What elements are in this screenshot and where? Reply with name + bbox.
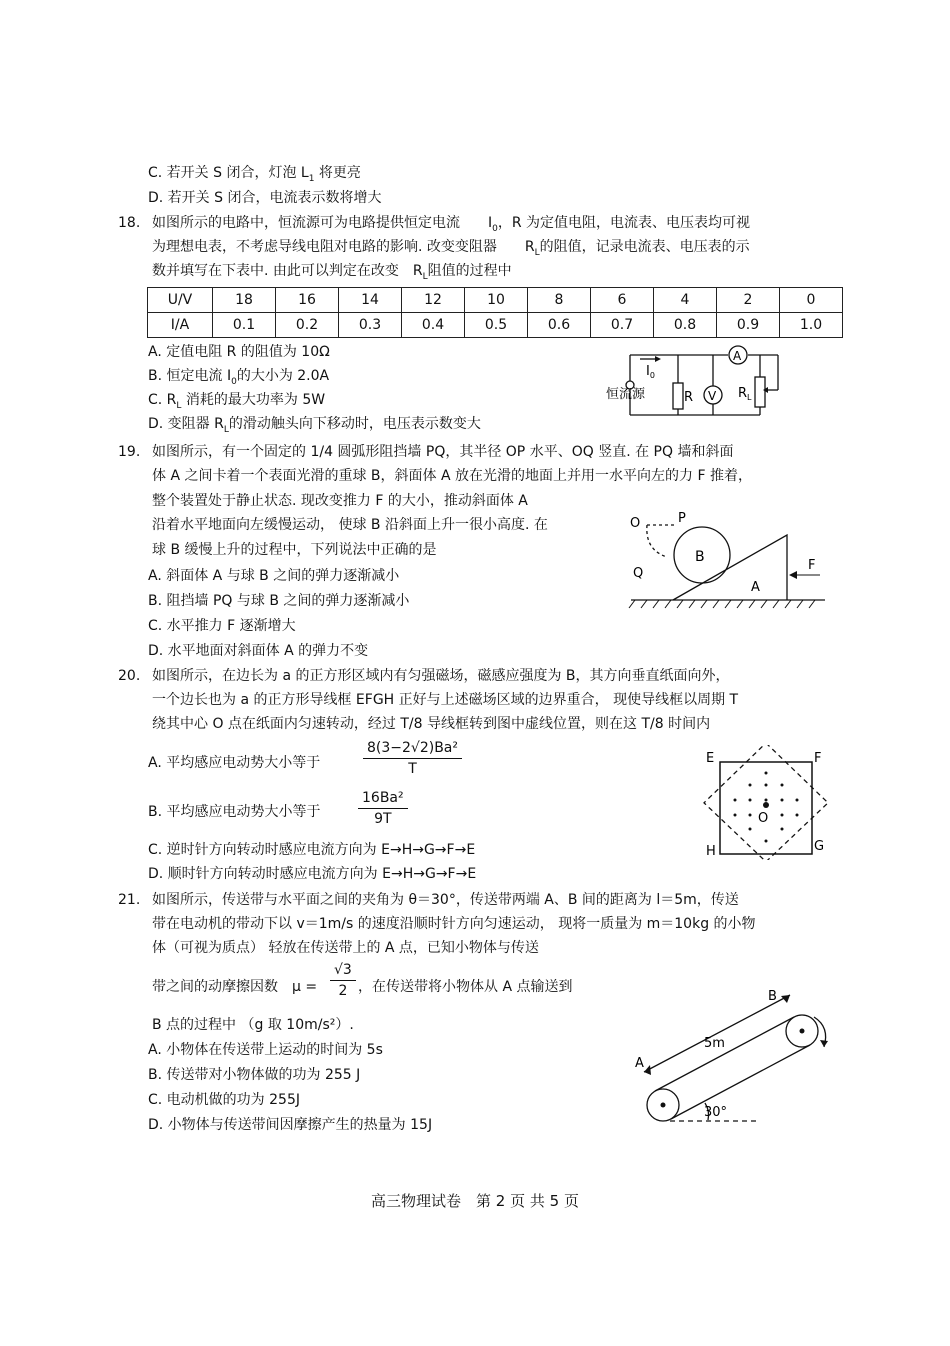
q18-option-a: A. 定值电阻 R 的阻值为 10Ω (148, 344, 330, 360)
table-cell: 1.0 (780, 313, 843, 338)
q21-label-a: A (635, 1056, 644, 1071)
table-cell: 0 (780, 288, 843, 313)
q21-stem-line3: 体（可视为质点） 轻放在传送带上的 A 点，已知小物体与传送 (152, 940, 539, 956)
fraction-numerator: 16Ba² (358, 790, 408, 809)
q21-stem-line4: 带之间的动摩擦因数 μ = (152, 979, 318, 995)
q20-stem-line2: 一个边长也为 a 的正方形导线框 EFGH 正好与上述磁场区域的边界重合， 现使导线框以周期 T (152, 692, 739, 708)
q18-stem-line1: 如图所示的电路中，恒流源可为电路提供恒定电流 $I_0$，R 为定值电阻，电流表、电压表均可视 (152, 215, 751, 234)
q18-rl-label: $R_L$ (738, 386, 752, 402)
q21-option-b: B. 传送带对小物体做的功为 255 J (148, 1067, 361, 1083)
q21-option-c: C. 电动机做的功为 255J (148, 1092, 300, 1108)
q18-option-b: B. 恒定电流 $I_0$的大小为 2.0A (148, 368, 330, 387)
q20-option-a: A. 平均感应电动势大小等于 (148, 755, 321, 771)
fraction-denominator: 9T (374, 811, 392, 827)
table-row-current (148, 313, 843, 338)
table-cell: 0.2 (276, 313, 339, 338)
q18-option-c: C. $R_L$ 消耗的最大功率为 5W (148, 392, 326, 411)
q18-source-label: 恒流源 (606, 387, 646, 402)
q19-label-q: Q (633, 566, 644, 581)
q21-label-b: B (768, 989, 777, 1004)
q19-label-b: B (695, 549, 705, 565)
q21-option-d: D. 小物体与传送带间因摩擦产生的热量为 15J (148, 1117, 433, 1133)
q18-data-table (147, 287, 843, 338)
q20-option-b: B. 平均感应电动势大小等于 (148, 804, 321, 820)
table-cell: 4 (654, 288, 717, 313)
page-footer: 高三物理试卷 第 2 页 共 5 页 (371, 1192, 579, 1210)
q21-stem-line1: 如图所示，传送带与水平面之间的夹角为 θ＝30°，传送带两端 A、B 间的距离为 l＝5m，传送 (152, 892, 739, 908)
q21-number: 21. (118, 892, 141, 908)
q21-mu-fraction (330, 962, 356, 999)
q19-label-a: A (751, 580, 760, 595)
q21-conveyor-diagram (630, 985, 835, 1125)
q18-circuit-diagram (600, 345, 810, 425)
q19-incline-diagram (625, 505, 830, 615)
table-cell: 18 (213, 288, 276, 313)
table-cell: 6 (591, 288, 654, 313)
q18-stem-line3: 数并填写在下表中. 由此可以判定在改变 $R_L$阻值的过程中 (152, 263, 512, 282)
q19-stem-line4: 沿着水平地面向左缓慢运动， 使球 B 沿斜面上升一很小高度. 在 (152, 517, 548, 533)
q20-option-d: D. 顺时针方向转动时感应电流方向为 E→H→G→F→E (148, 866, 477, 882)
table-cell: 2 (717, 288, 780, 313)
q20-stem-line1: 如图所示，在边长为 a 的正方形区域内有匀强磁场，磁感应强度为 B，其方向垂直纸面向外， (152, 668, 730, 684)
q19-stem-line2: 体 A 之间卡着一个表面光滑的重球 B，斜面体 A 放在光滑的地面上并用一水平向左的力 F 推着， (152, 468, 752, 484)
q19-stem-line1: 如图所示，有一个固定的 1/4 圆弧形阻挡墙 PQ，其半径 OP 水平、OQ 竖直. 在 PQ 墙和斜面 (152, 444, 734, 460)
q18-stem-line2: 为理想电表，不考虑导线电阻对电路的影响. 改变变阻器 $R_L$的阻值，记录电流表、电压表的示 (152, 239, 750, 258)
table-cell: 16 (276, 288, 339, 313)
q19-option-b: B. 阻挡墙 PQ 与球 B 之间的弹力逐渐减小 (148, 593, 410, 609)
fraction-denominator: T (408, 761, 417, 777)
q20-label-o: O (758, 811, 769, 826)
table-cell: 0.1 (213, 313, 276, 338)
q19-option-d: D. 水平地面对斜面体 A 的弹力不变 (148, 643, 369, 659)
q21-stem-line5: B 点的过程中 （g 取 10m/s²）. (152, 1017, 354, 1033)
q20-label-g: G (814, 839, 825, 854)
table-cell: 14 (339, 288, 402, 313)
q21-stem-line2: 带在电动机的带动下以 v＝1m/s 的速度沿顺时针方向匀速运动， 现将一质量为 m＝10kg 的小物 (152, 916, 756, 932)
q21-angle-label: 30° (704, 1105, 728, 1120)
q17-option-c: C. 若开关 S 闭合，灯泡 $L_1$ 将更亮 (148, 165, 361, 184)
q18-option-d: D. 变阻器 $R_L$的滑动触头向下移动时，电压表示数变大 (148, 416, 481, 435)
q20-option-b-fraction (358, 790, 408, 827)
q21-option-a: A. 小物体在传送带上运动的时间为 5s (148, 1042, 383, 1058)
table-cell: 0.7 (591, 313, 654, 338)
fraction-numerator: 8(3−2√2)Ba² (363, 740, 462, 759)
q19-label-o: O (630, 516, 641, 531)
table-cell: 0.3 (339, 313, 402, 338)
q20-magnetic-field-diagram (700, 745, 835, 860)
voltmeter-icon: V (708, 389, 717, 403)
q19-label-f: F (808, 558, 816, 573)
table-cell: 0.8 (654, 313, 717, 338)
table-cell: 8 (528, 288, 591, 313)
q19-option-c: C. 水平推力 F 逐渐增大 (148, 618, 296, 634)
q19-stem-line5: 球 B 缓慢上升的过程中，下列说法中正确的是 (152, 542, 437, 558)
table-header-i: I/A (148, 313, 213, 338)
table-cell: 0.6 (528, 313, 591, 338)
q21-length-label: 5m (704, 1036, 725, 1051)
q19-number: 19. (118, 444, 141, 460)
field-dots (734, 772, 799, 843)
force-arrow-icon (789, 571, 797, 579)
q19-stem-line3: 整个装置处于静止状态. 现改变推力 F 的大小，推动斜面体 A (152, 493, 528, 509)
fraction-numerator: √3 (330, 962, 356, 981)
q19-label-p: P (678, 511, 686, 526)
fraction-denominator: 2 (338, 983, 348, 999)
q20-stem-line3: 绕其中心 O 点在纸面内匀速转动，经过 T/8 导线框转到图中虚线位置，则在这 T/8 时间内 (152, 716, 711, 732)
q21-stem-line4-end: ，在传送带将小物体从 A 点输送到 (358, 979, 573, 995)
table-cell: 0.9 (717, 313, 780, 338)
q18-number: 18. (118, 215, 141, 231)
q18-r-label: R (684, 390, 694, 405)
table-cell: 10 (465, 288, 528, 313)
table-header-u: U/V (148, 288, 213, 313)
q20-option-a-fraction (363, 740, 462, 777)
q20-label-h: H (706, 844, 716, 859)
ammeter-icon: A (733, 349, 742, 363)
q17-option-d: D. 若开关 S 闭合，电流表示数将增大 (148, 190, 382, 206)
q20-option-c: C. 逆时针方向转动时感应电流方向为 E→H→G→F→E (148, 842, 476, 858)
table-cell: 12 (402, 288, 465, 313)
q20-label-e: E (706, 751, 715, 766)
q20-number: 20. (118, 668, 141, 684)
table-row-voltage (148, 288, 843, 313)
q18-i0-label: $I_0$ (646, 364, 655, 380)
q19-option-a: A. 斜面体 A 与球 B 之间的弹力逐渐减小 (148, 568, 400, 584)
table-cell: 0.5 (465, 313, 528, 338)
table-cell: 0.4 (402, 313, 465, 338)
q20-label-f: F (814, 751, 822, 766)
